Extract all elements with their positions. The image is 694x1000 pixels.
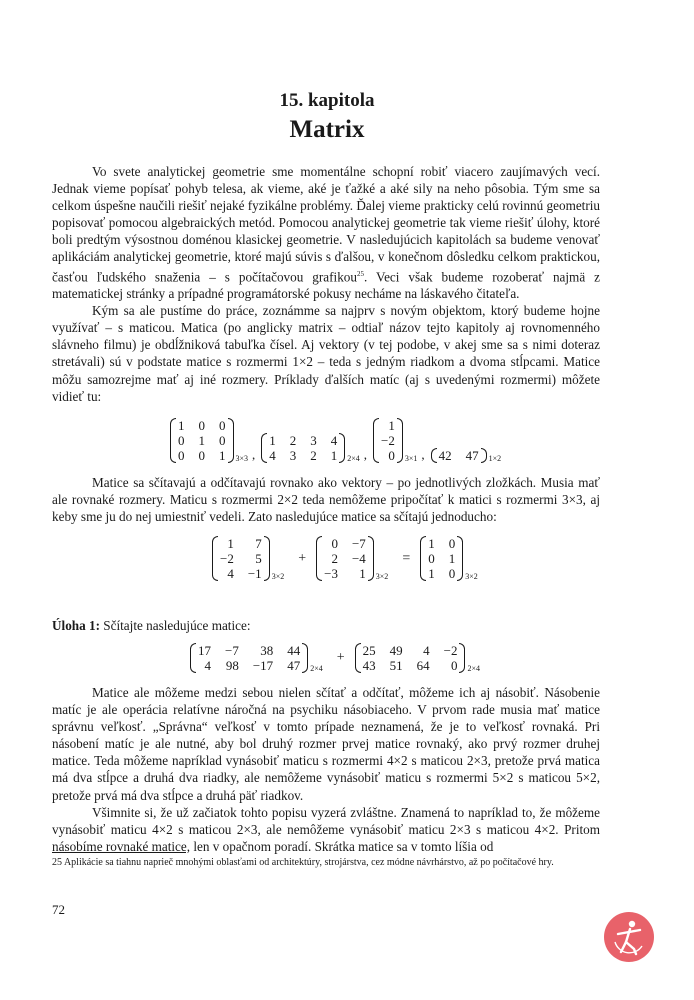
matrix-cell: 0: [428, 551, 435, 566]
matrix-dimension: 2×4: [310, 664, 323, 673]
matrix-cell: 0: [198, 418, 205, 433]
matrix-cell: 38: [260, 643, 274, 658]
matrix-cell: 1: [428, 566, 435, 581]
matrix-cell: 4: [227, 566, 234, 581]
footnote-ref[interactable]: 25: [356, 269, 364, 278]
chapter-title: Matrix: [289, 116, 365, 143]
task-matrices: [190, 643, 484, 673]
right-bracket: [481, 448, 487, 463]
matrix: [420, 536, 463, 581]
matrix-cell: 0: [178, 448, 185, 463]
footnote-text: Aplikácie sa tiahnu naprieč mnohými oblasťami od architektúry, strojárstva, cez módne návrhárstvo, až po počítačové hry.: [63, 857, 554, 868]
matrix-cell: 2: [331, 551, 338, 566]
matrix-cell: −17: [252, 658, 274, 673]
matrix-sum-example: [212, 536, 482, 581]
matrix: [431, 448, 487, 463]
matrix-cell: 1: [448, 551, 456, 566]
paragraph: Matice sa sčítavajú a odčítavajú rovnako ako vektory – po jednotlivých zložkách. Musia mať ale rovnaké rozmery. Maticu s rozmermi 2×2 teda nemôžeme pripočítať k matici s rozmermi 3×3, aj keby sme ju do nej umiestniť vedeli. Zato nasledujúce matice sa sčítajú jednoducho:: [52, 475, 600, 525]
body-text-bottom: [52, 684, 600, 855]
matrix-body: [426, 536, 457, 581]
separator: ,: [421, 447, 425, 462]
matrix-dimension: 3×2: [465, 572, 478, 581]
footnote-number: 25: [52, 857, 62, 868]
matrix-dimension: 2×4: [467, 664, 480, 673]
matrix-cell: 0: [219, 433, 226, 448]
matrix-cell: 1: [330, 448, 338, 463]
matrix-body: [176, 418, 228, 463]
matrix-body: [218, 536, 264, 581]
chapter-label: 15. kapitola: [279, 90, 375, 111]
right-bracket: [397, 418, 403, 463]
matrix-cell: 4: [423, 643, 430, 658]
matrix-cell: −3: [324, 566, 338, 581]
matrix-cell: 3: [289, 448, 297, 463]
right-bracket: [302, 643, 308, 673]
task-label: Úloha 1:: [52, 618, 100, 633]
matrix-cell: 0: [178, 433, 185, 448]
matrix-cell: 1: [388, 418, 395, 433]
right-bracket: [457, 536, 463, 581]
matrix: [212, 536, 270, 581]
matrix-cell: 1: [269, 433, 276, 448]
matrix-cell: −1: [247, 566, 262, 581]
page-number: 72: [52, 902, 65, 917]
matrix-body: [379, 418, 397, 463]
matrix-dimension: 3×3: [235, 454, 249, 463]
matrix-dimension: 3×2: [375, 572, 389, 581]
matrix-dimension: 1×2: [488, 454, 502, 463]
matrix-body: [267, 433, 339, 463]
equals-operator: =: [402, 550, 411, 566]
right-bracket: [368, 536, 374, 581]
matrix-cell: 0: [388, 448, 395, 463]
separator: ,: [252, 447, 256, 462]
matrix: [316, 536, 374, 581]
footnote: [52, 856, 600, 870]
paragraph: Všimnite si, že už začiatok tohto popisu vyzerá zvláštne. Znamená to napríklad to, že môžeme vynásobiť maticu 4×2 s maticou 2×3, ale nemôžeme vynásobiť maticu 2×3 s maticou 4×2. Pritom násobíme rovnaké matice, len v opačnom poradí. Skrátka matice sa v tomto líšia od: [52, 804, 600, 854]
matrix-cell: 1: [227, 536, 234, 551]
matrix-cell: 98: [225, 658, 239, 673]
matrix-cell: 0: [219, 418, 226, 433]
matrix-cell: −7: [225, 643, 239, 658]
matrix-body: [196, 643, 302, 673]
matrix-cell: 42: [438, 448, 452, 463]
matrix-cell: 44: [287, 643, 301, 658]
separator: ,: [363, 447, 368, 462]
plus-operator: +: [298, 550, 307, 566]
matrix-cell: 43: [362, 658, 376, 673]
matrix-cell: 49: [389, 643, 403, 658]
matrix-dimension: 3×1: [404, 454, 418, 463]
right-bracket: [228, 418, 234, 463]
matrix-dimension: 2×4: [347, 454, 360, 463]
paragraph-text: . Veci však budeme rozoberať najmä z matematickej stránky a prípadné programátorské pokusy necháme na láskavého čitateľa.: [52, 268, 600, 302]
matrix-cell: 1: [219, 448, 226, 463]
matrix-cell: 64: [416, 658, 430, 673]
matrix-body: [361, 643, 460, 673]
matrix: [190, 643, 308, 673]
plus-operator: +: [336, 650, 345, 665]
matrix-cell: 4: [269, 448, 276, 463]
matrix-cell: 47: [287, 658, 301, 673]
matrix-cell: 0: [448, 566, 456, 581]
matrix-body: [437, 448, 481, 463]
footnote-divider: [52, 852, 186, 853]
matrix-cell: −7: [351, 536, 366, 551]
matrix-body: [322, 536, 368, 581]
matrix-cell: 0: [450, 658, 458, 673]
matrix-cell: −4: [351, 551, 366, 566]
matrix-cell: 0: [448, 536, 456, 551]
matrix: [261, 433, 345, 463]
matrix-cell: 2: [289, 433, 297, 448]
matrix-cell: 5: [255, 551, 262, 566]
matrix-examples: [170, 418, 505, 463]
matrix: [373, 418, 403, 463]
matrix: [170, 418, 234, 463]
right-bracket: [264, 536, 270, 581]
matrix-cell: 1: [178, 418, 185, 433]
matrix-cell: −2: [443, 643, 458, 658]
matrix: [355, 643, 466, 673]
matrix-cell: 51: [389, 658, 403, 673]
matrix-cell: 1: [359, 566, 366, 581]
publisher-logo-icon: [604, 912, 654, 962]
matrix-cell: 4: [204, 658, 211, 673]
matrix-cell: 7: [255, 536, 262, 551]
body-text-top: [52, 163, 600, 405]
paragraph: Kým sa ale pustíme do práce, zoznámme sa najprv s novým objektom, ktorý budeme hojne využívať – s maticou. Matica (po anglicky matrix – odtiaľ názov tejto kapitoly aj rovnomenného slávneho filmu) je obdĺžniková tabuľka čísel. Aj vektory (v tej podobe, v akej sme sa s nimi doteraz stretávali) sú v podstate matice s rozmermi 1×2 – teda s jedným riadkom a dvoma stĺpcami. Matice môžu samozrejme mať aj iné rozmery. Príklady ďalších matíc (aj s uvedenými rozmermi) môžete vidieť tu:: [52, 303, 600, 404]
matrix-cell: 17: [198, 643, 211, 658]
matrix-cell: 2: [310, 448, 317, 463]
matrix-cell: 0: [198, 448, 205, 463]
matrix-cell: 1: [198, 433, 205, 448]
matrix-cell: 4: [330, 433, 338, 448]
task-block: [52, 617, 600, 634]
right-bracket: [339, 433, 345, 463]
matrix-cell: 25: [362, 643, 376, 658]
matrix-cell: 3: [310, 433, 317, 448]
paragraph: [52, 163, 600, 302]
task-text: Sčítajte nasledujúce matice:: [100, 618, 251, 633]
matrix-cell: −2: [381, 433, 395, 448]
matrix-cell: −2: [220, 551, 234, 566]
matrix-dimension: 3×2: [271, 572, 285, 581]
paragraph: Matice ale môžeme medzi sebou nielen sčítať a odčítať, môžeme ich aj násobiť. Násobenie matíc je ale operácia relatívne náročná na psychiku násobiaceho. V prvom rade musia mať matice správnu veľkosť. „Správna“ veľkosť v tomto prípade neznamená, že je to veľkosť rovnaká. Pri násobení matíc je ale nutné, aby bol druhý rozmer prvej matice rovnaký, ako prvý rozmer druhej matice. Teda môžeme napríklad vynásobiť maticu s rozmermi 4×2 s maticou 2×3, pretože prvá matica má dva stĺpce a druhá dva riadky, ale nemôžeme vynásobiť maticu s rozmermi 5×2 s maticou 5×2, pretože prvá má dva stĺpce a druhá päť riadkov.: [52, 685, 600, 803]
matrix-cell: 0: [331, 536, 338, 551]
right-bracket: [459, 643, 465, 673]
paragraph-text: Vo svete analytickej geometrie sme momentálne schopní robiť viacero zaujímavých vecí. Jednak vieme popísať pohyb telesa, ak vieme, aké je ťažké a aké sily na neho pôsobia. Tým sme sa celkom úspešne naučili riešiť nejaké fyzikálne problémy. Ďalej vieme prakticky celú rovinnú geometriu popisovať pomocou algebraických metód. Pomocou analytickej geometrie tak vieme riešiť úlohy, ktoré boli predtým výsostnou doménou klasickej geometrie. V nasledujúcich kapitolách sa budeme venovať aplikáciám analytickej geometrie, ktoré majú súvis s ďalšou, v konečnom dôsledku celkom praktickou, časťou ľudského snaženia – s počítačovou grafikou: [52, 164, 600, 284]
matrix-cell: 1: [428, 536, 435, 551]
matrix-cell: 47: [465, 448, 479, 463]
body-text-middle: [52, 474, 600, 525]
